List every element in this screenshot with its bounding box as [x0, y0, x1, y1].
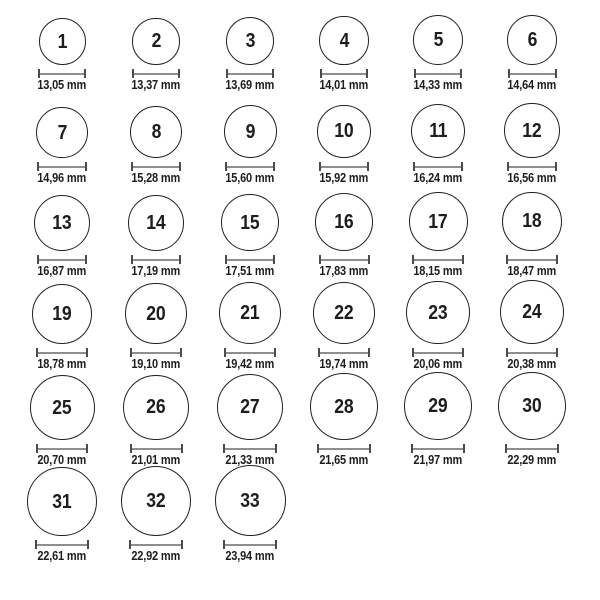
- diameter-label: 19,10 mm: [131, 357, 181, 372]
- diameter-label: 20,06 mm: [413, 357, 463, 372]
- size-circle: [404, 372, 472, 440]
- size-circle: [406, 281, 470, 345]
- size-number: 7: [57, 121, 67, 144]
- diameter-bracket: [35, 540, 89, 549]
- chart-row: [15, 281, 600, 374]
- size-number: 24: [522, 301, 542, 324]
- diameter-bracket: [36, 348, 88, 357]
- diameter-label: 19,42 mm: [225, 357, 275, 372]
- diameter-label: 13,69 mm: [225, 78, 275, 93]
- size-number: 22: [334, 301, 354, 324]
- ring-size-cell: [109, 466, 203, 564]
- size-number: 14: [146, 211, 166, 234]
- ring-size-cell: [15, 284, 109, 372]
- size-number: 6: [527, 28, 537, 51]
- diameter-label: 18,15 mm: [413, 264, 463, 279]
- size-circle: [36, 107, 88, 159]
- size-circle: [34, 195, 90, 251]
- ring-size-cell: [485, 103, 579, 186]
- size-number: 30: [522, 394, 542, 417]
- ring-size-cell: [297, 282, 391, 373]
- ring-size-cell: [15, 18, 109, 93]
- ring-size-cell: [109, 18, 203, 94]
- diameter-bracket: [414, 69, 463, 78]
- size-circle: [123, 375, 189, 441]
- diameter-bracket: [508, 69, 557, 78]
- diameter-label: 21,97 mm: [413, 453, 463, 468]
- diameter-label: 22,61 mm: [37, 549, 87, 564]
- diameter-label: 16,24 mm: [413, 171, 463, 186]
- ring-size-cell: [485, 372, 579, 469]
- diameter-bracket: [506, 348, 559, 357]
- diameter-bracket: [225, 255, 276, 264]
- size-number: 10: [334, 120, 354, 143]
- diameter-bracket: [413, 162, 463, 171]
- ring-size-cell: [109, 195, 203, 280]
- diameter-bracket: [505, 444, 559, 453]
- size-circle: [226, 17, 275, 66]
- size-circle: [32, 284, 93, 345]
- size-circle: [498, 372, 567, 441]
- diameter-bracket: [319, 162, 369, 171]
- size-circle: [128, 195, 185, 252]
- diameter-bracket: [37, 162, 86, 171]
- ring-size-cell: [485, 192, 579, 280]
- size-number: 13: [52, 212, 72, 235]
- size-circle: [219, 282, 281, 344]
- diameter-label: 22,92 mm: [131, 549, 181, 564]
- diameter-label: 14,96 mm: [37, 171, 87, 186]
- diameter-label: 17,51 mm: [225, 264, 275, 279]
- size-number: 1: [57, 30, 67, 53]
- size-number: 27: [240, 396, 260, 418]
- diameter-label: 20,70 mm: [37, 453, 87, 468]
- diameter-bracket: [317, 444, 370, 453]
- diameter-bracket: [36, 444, 89, 453]
- size-circle: [27, 467, 97, 537]
- ring-size-cell: [391, 192, 485, 279]
- ring-size-cell: [203, 105, 297, 186]
- diameter-label: 15,60 mm: [225, 171, 275, 186]
- size-number: 15: [240, 211, 260, 234]
- diameter-label: 14,33 mm: [413, 78, 463, 93]
- size-number: 12: [522, 119, 542, 142]
- size-number: 9: [245, 120, 255, 143]
- diameter-bracket: [38, 69, 86, 78]
- diameter-bracket: [223, 540, 277, 549]
- size-number: 16: [334, 211, 354, 234]
- diameter-label: 13,05 mm: [37, 78, 87, 93]
- ring-size-cell: [297, 373, 391, 468]
- diameter-label: 19,74 mm: [319, 357, 369, 372]
- diameter-bracket: [37, 255, 87, 264]
- diameter-bracket: [412, 348, 464, 357]
- chart-row: [15, 188, 600, 281]
- diameter-bracket: [129, 540, 183, 549]
- size-number: 8: [151, 121, 161, 144]
- size-number: 17: [428, 210, 448, 233]
- diameter-bracket: [320, 69, 369, 78]
- diameter-label: 18,47 mm: [507, 264, 557, 279]
- size-circle: [39, 18, 86, 65]
- diameter-label: 20,38 mm: [507, 357, 557, 372]
- diameter-label: 21,33 mm: [225, 453, 275, 468]
- diameter-label: 17,19 mm: [131, 264, 181, 279]
- chart-row: [15, 374, 600, 470]
- diameter-bracket: [130, 348, 182, 357]
- ring-size-cell: [15, 467, 109, 564]
- size-circle: [121, 466, 191, 536]
- size-circle: [507, 15, 558, 66]
- size-circle: [411, 104, 466, 159]
- diameter-bracket: [318, 348, 370, 357]
- size-circle: [502, 192, 562, 252]
- diameter-label: 13,37 mm: [131, 78, 181, 93]
- size-circle: [224, 105, 277, 158]
- ring-size-cell: [109, 283, 203, 372]
- diameter-bracket: [226, 69, 274, 78]
- ring-size-cell: [485, 15, 579, 94]
- size-number: 19: [52, 303, 72, 325]
- ring-size-cell: [391, 15, 485, 93]
- size-number: 2: [151, 30, 161, 53]
- size-number: 33: [240, 489, 260, 512]
- ring-size-cell: [391, 104, 485, 186]
- ring-size-cell: [391, 372, 485, 468]
- size-number: 32: [146, 490, 166, 513]
- diameter-bracket: [131, 255, 182, 264]
- size-number: 3: [245, 30, 255, 52]
- size-circle: [310, 373, 377, 440]
- size-number: 21: [240, 302, 260, 325]
- ring-size-cell: [15, 375, 109, 468]
- diameter-label: 22,29 mm: [507, 453, 557, 468]
- ring-size-cell: [203, 282, 297, 372]
- diameter-label: 17,83 mm: [319, 264, 369, 279]
- size-circle: [132, 18, 180, 66]
- diameter-label: 14,01 mm: [319, 78, 369, 93]
- size-circle: [319, 16, 368, 65]
- size-number: 11: [428, 120, 448, 142]
- ring-size-cell: [297, 16, 391, 93]
- size-circle: [217, 374, 284, 441]
- diameter-bracket: [507, 162, 557, 171]
- diameter-label: 18,78 mm: [37, 357, 87, 372]
- ring-size-cell: [15, 195, 109, 279]
- ring-size-cell: [15, 107, 109, 186]
- ring-size-cell: [203, 465, 297, 564]
- size-number: 25: [52, 396, 72, 419]
- ring-size-cell: [297, 105, 391, 187]
- diameter-label: 21,65 mm: [319, 453, 369, 468]
- size-circle: [130, 106, 182, 158]
- size-circle: [313, 282, 376, 345]
- size-number: 23: [428, 301, 448, 324]
- diameter-bracket: [131, 162, 180, 171]
- diameter-label: 16,56 mm: [507, 171, 557, 186]
- size-circle: [221, 194, 279, 252]
- ring-size-cell: [203, 194, 297, 279]
- diameter-bracket: [224, 348, 276, 357]
- diameter-label: 21,01 mm: [131, 453, 181, 468]
- diameter-label: 15,28 mm: [131, 171, 181, 186]
- diameter-label: 14,64 mm: [507, 78, 557, 93]
- size-circle: [315, 193, 373, 251]
- diameter-label: 23,94 mm: [225, 549, 275, 564]
- size-number: 20: [146, 302, 166, 325]
- size-number: 4: [339, 29, 349, 52]
- chart-row: [15, 2, 600, 95]
- size-circle: [30, 375, 95, 440]
- ring-size-cell: [391, 281, 485, 372]
- ring-size-cell: [297, 193, 391, 279]
- size-number: 18: [522, 210, 542, 233]
- chart-row: [15, 470, 600, 566]
- size-circle: [125, 283, 186, 344]
- diameter-bracket: [225, 162, 275, 171]
- ring-size-cell: [485, 280, 579, 372]
- size-circle: [215, 465, 286, 536]
- size-number: 31: [52, 490, 72, 513]
- ring-size-cell: [203, 374, 297, 468]
- diameter-bracket: [412, 255, 463, 264]
- diameter-bracket: [223, 444, 276, 453]
- size-number: 5: [433, 29, 443, 52]
- chart-row: [15, 95, 600, 188]
- diameter-bracket: [411, 444, 465, 453]
- size-circle: [317, 105, 371, 159]
- size-circle: [500, 280, 564, 344]
- ring-size-cell: [109, 106, 203, 186]
- diameter-label: 15,92 mm: [319, 171, 369, 186]
- diameter-bracket: [132, 69, 180, 78]
- size-number: 29: [428, 395, 448, 418]
- size-circle: [504, 103, 559, 158]
- diameter-label: 16,87 mm: [37, 264, 87, 279]
- ring-size-cell: [203, 17, 297, 93]
- size-circle: [413, 15, 463, 65]
- diameter-bracket: [506, 255, 557, 264]
- size-number: 26: [146, 396, 166, 419]
- diameter-bracket: [130, 444, 183, 453]
- size-number: 28: [334, 395, 354, 418]
- size-circle: [409, 192, 468, 251]
- diameter-bracket: [319, 255, 370, 264]
- ring-size-cell: [109, 375, 203, 469]
